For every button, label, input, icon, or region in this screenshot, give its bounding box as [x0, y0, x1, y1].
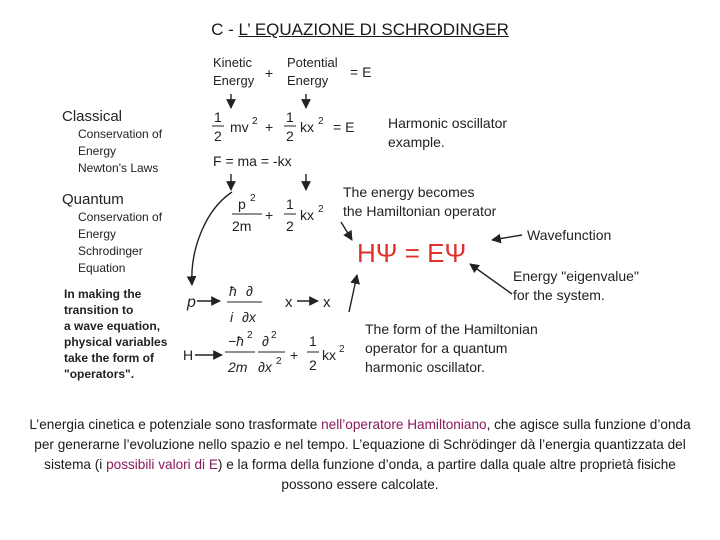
potential-label-1: Potential [287, 55, 338, 70]
svg-text:−ħ: −ħ [228, 333, 244, 349]
svg-text:∂: ∂ [246, 283, 253, 299]
form-note-1: The form of the Hamiltonian [365, 321, 538, 337]
quantum-item-2: Energy [78, 227, 117, 241]
svg-text:2: 2 [318, 204, 324, 215]
main-equation: HΨ = EΨ [357, 238, 467, 268]
p-symbol: p [187, 294, 196, 311]
svg-text:kx: kx [322, 347, 336, 363]
svg-text:1: 1 [309, 333, 317, 349]
description-paragraph [22, 415, 698, 495]
svg-text:1: 1 [286, 196, 294, 212]
svg-text:mv: mv [230, 119, 249, 135]
hamiltonian-note-1: The energy becomes [343, 184, 475, 200]
svg-text:2: 2 [271, 330, 277, 341]
svg-text:2: 2 [286, 218, 294, 234]
classical-item-3: Newton's Laws [78, 161, 159, 175]
transition-note-1: In making the [64, 287, 142, 301]
transition-note-6: "operators". [64, 367, 135, 381]
quantum-heading: Quantum [62, 191, 124, 208]
h-symbol: H [183, 347, 194, 363]
para-highlight-hamiltonian: nell’operatore Hamiltoniano [321, 417, 487, 432]
kinetic-label-2: Energy [213, 73, 255, 88]
svg-text:1: 1 [214, 109, 222, 125]
hamiltonian-note-2: the Hamiltonian operator [343, 203, 497, 219]
transition-note-3: a wave equation, [64, 319, 161, 333]
svg-text:p: p [238, 196, 246, 212]
eigenvalue-note-2: for the system. [513, 287, 605, 303]
svg-text:1: 1 [286, 109, 294, 125]
svg-text:kx: kx [300, 207, 314, 223]
classical-energy-equation [212, 109, 354, 144]
para-part-3: ) e la forma della funzione d’onda, a partire dalla quale altre proprietà fisiche possono essere calcolate. [217, 457, 676, 492]
wavefunction-label: Wavefunction [527, 227, 612, 243]
title-main: L’ EQUAZIONE DI SCHRODINGER [238, 20, 509, 39]
svg-text:2: 2 [286, 128, 294, 144]
quantum-item-1: Conservation of [78, 210, 163, 224]
para-part-2: , che agisce sulla funzione d’onda per generarne l’evoluzione nello spazio e nel tempo. L’equazione di Schrödinger dà l’energia quantizzata del sistema (i [34, 417, 691, 472]
quantum-energy-equation [232, 193, 324, 234]
x-symbol: x [285, 294, 293, 311]
svg-text:2: 2 [250, 193, 256, 204]
para-part-1: L’energia cinetica e potenziale sono trasformate [29, 417, 322, 432]
svg-text:2: 2 [214, 128, 222, 144]
x-operator: x [323, 294, 331, 311]
eigenvalue-note-1: Energy "eigenvalue" [513, 268, 639, 284]
harmonic-note-2: example. [388, 134, 445, 150]
top-eq-e: = E [350, 64, 372, 80]
svg-text:+: + [265, 207, 274, 223]
potential-label-2: Energy [287, 73, 329, 88]
svg-text:2: 2 [339, 344, 345, 355]
svg-text:∂x: ∂x [242, 309, 256, 325]
svg-text:∂: ∂ [262, 333, 269, 349]
classical-force-equation: F = ma = -kx [213, 153, 292, 169]
classical-item-2: Energy [78, 144, 117, 158]
form-note-2: operator for a quantum [365, 340, 508, 356]
para-highlight-values: possibili valori di E [106, 457, 218, 472]
svg-text:2: 2 [252, 116, 258, 127]
classical-heading: Classical [62, 108, 123, 125]
momentum-operator [227, 283, 262, 325]
svg-text:2: 2 [309, 357, 317, 373]
transition-note-4: physical variables [64, 335, 168, 349]
svg-text:kx: kx [300, 119, 314, 135]
form-note-3: harmonic oscillator. [365, 359, 485, 375]
svg-text:i: i [230, 309, 234, 325]
kinetic-label-1: Kinetic [213, 55, 253, 70]
quantum-item-4: Equation [78, 261, 126, 275]
svg-text:ħ: ħ [229, 283, 237, 299]
svg-text:2: 2 [276, 356, 282, 367]
top-plus: + [265, 65, 274, 81]
svg-text:2m: 2m [232, 218, 252, 234]
harmonic-note-1: Harmonic oscillator [388, 115, 508, 131]
title-prefix: C - [211, 20, 239, 39]
transition-note-2: transition to [64, 303, 134, 317]
quantum-item-3: Schrodinger [78, 244, 143, 258]
classical-item-1: Conservation of [78, 127, 163, 141]
svg-text:+: + [265, 119, 274, 135]
svg-text:2: 2 [318, 116, 324, 127]
svg-text:2: 2 [247, 330, 253, 341]
svg-text:∂x: ∂x [258, 359, 272, 375]
transition-note-5: take the form of [64, 351, 155, 365]
hamiltonian-operator [225, 330, 345, 375]
svg-text:= E: = E [333, 119, 355, 135]
svg-text:2m: 2m [228, 359, 248, 375]
svg-text:+: + [290, 347, 299, 363]
